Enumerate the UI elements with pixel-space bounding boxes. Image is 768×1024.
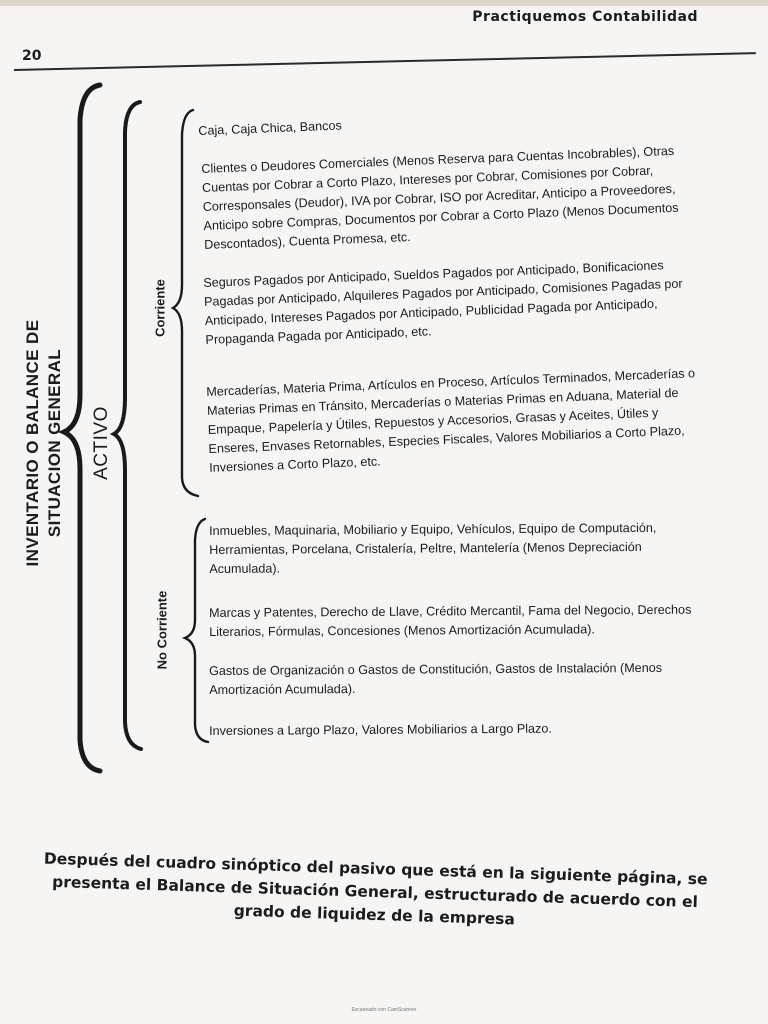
corriente-group-4: Mercaderías, Materia Prima, Artículos en Proceso, Artículos Terminados, Mercaderías o Materias Primas en Tránsito, Mercaderías o Materias Primas en Aduana, Material de Empaque, Papelería y Útiles, Repuestos y Accesorios, Grasas y Aceites, Útiles y Enseres, Envases Retornables, Especies Fiscales, Valores Mobiliarios a Corto Plazo, Inversiones a Corto Plazo, etc. (206, 366, 696, 475)
no-corriente-group-3: Gastos de Organización o Gastos de Constitución, Gastos de Instalación (Menos Amortización Acumulada). (209, 660, 663, 697)
no-corriente-brace (185, 519, 208, 742)
corriente-group-1: Caja, Caja Chica, Bancos (198, 118, 343, 138)
activo-brace (114, 102, 141, 749)
corriente-group-3: Seguros Pagados por Anticipado, Sueldos Pagados por Anticipado, Bonificaciones Pagadas por Anticipado, Alquileres Pagados por Anticipado, Comisiones Pagadas por Anticipado, Intereses Pagados por Anticipado, Publicidad Pagada por Anticipado, Propaganda Pagada por Anticipado, etc. (203, 258, 683, 347)
page-number: 20 (22, 48, 42, 64)
corriente-label: Corriente (152, 279, 168, 337)
corriente-brace (173, 110, 198, 496)
running-head: Practiquemos Contabilidad (472, 9, 698, 25)
main-brace (64, 85, 100, 771)
closing-paragraph: Después del cuadro sinóptico del pasivo que está en la siguiente página, se presenta el Balance de Situación General, estructurado de acuerdo con el grado de liquidez de la empresa (43, 849, 708, 929)
no-corriente-label: No Corriente (154, 590, 170, 670)
corriente-group-2: Clientes o Deudores Comerciales (Menos Reserva para Cuentas Incobrables), Otras Cuentas por Cobrar a Corto Plazo, Intereses por Cobrar, Comisiones por Cobrar, Corresponsales (Deudor), IVA por Cobrar, ISO por Acreditar, Anticipo a Proveedores, Anticipo sobre Compras, Documentos por Cobrar a Corto Plazo (Menos Documentos Descontados), Cuenta Promesa, etc. (201, 143, 679, 252)
no-corriente-group-4: Inversiones a Largo Plazo, Valores Mobiliarios a Largo Plazo. (209, 721, 552, 738)
diagram-title-text: INVENTARIO O BALANCE DE SITUACION GENERAL (23, 319, 64, 567)
no-corriente-group-2: Marcas y Patentes, Derecho de Llave, Crédito Mercantil, Fama del Negocio, Derechos Literarios, Fórmulas, Concesiones (Menos Amortización Acumulada). (209, 602, 692, 639)
scanner-credit: Escaneado con CamScanner (351, 1007, 417, 1013)
no-corriente-group-1: Inmuebles, Maquinaria, Mobiliario y Equipo, Vehículos, Equipo de Computación, Herramientas, Porcelana, Cristalería, Peltre, Mantelería (Menos Depreciación Acumulada). (209, 520, 657, 576)
activo-label: ACTIVO (91, 406, 112, 480)
